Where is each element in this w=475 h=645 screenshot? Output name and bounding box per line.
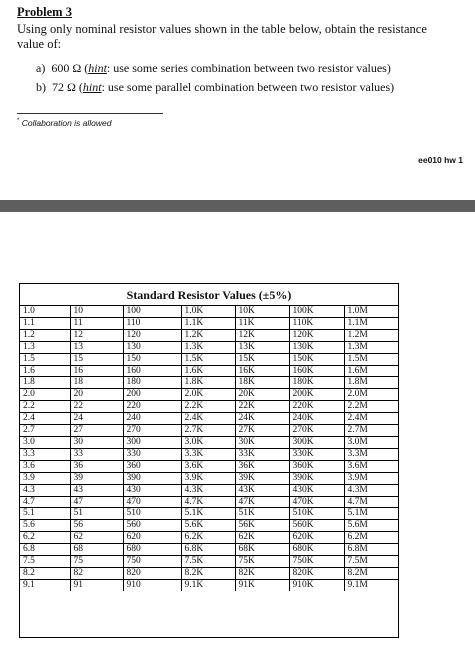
item-marker: b) — [36, 80, 46, 94]
table-cell: 330 — [123, 448, 181, 460]
table-cell: 8.2 — [20, 567, 70, 579]
table-row — [20, 365, 398, 377]
table-cell: 820 — [123, 567, 181, 579]
table-cell: 82 — [70, 567, 123, 579]
page-gap — [0, 200, 475, 212]
table-cell: 120K — [289, 329, 344, 341]
table-title: Standard Resistor Values (±5%) — [126, 288, 292, 302]
table-cell: 300K — [289, 436, 344, 448]
table-cell: 1.8M — [344, 377, 398, 389]
table-cell: 62 — [70, 532, 123, 544]
problem-title: Problem 3 — [17, 5, 72, 19]
table-cell: 1.3M — [344, 341, 398, 353]
table-cell: 180K — [289, 377, 344, 389]
table-cell: 5.6K — [181, 520, 235, 532]
table-row — [20, 496, 398, 508]
table-cell: 13K — [235, 341, 289, 353]
table-cell: 910K — [289, 579, 344, 590]
table-cell: 18K — [235, 377, 289, 389]
table-cell: 560 — [123, 520, 181, 532]
table-cell: 7.5M — [344, 556, 398, 568]
table-cell: 20 — [70, 389, 123, 401]
table-cell: 24K — [235, 413, 289, 425]
table-cell: 430 — [123, 484, 181, 496]
table-cell: 3.6K — [181, 460, 235, 472]
table-cell: 4.3M — [344, 484, 398, 496]
table-cell: 300 — [123, 436, 181, 448]
table-cell: 3.0M — [344, 436, 398, 448]
table-cell: 18 — [70, 377, 123, 389]
table-cell: 1.0 — [20, 306, 70, 318]
table-row — [20, 448, 398, 460]
table-cell: 4.7K — [181, 496, 235, 508]
table-cell: 51K — [235, 508, 289, 520]
table-cell: 1.0K — [181, 306, 235, 318]
footnote-mark: * — [17, 118, 20, 125]
table-row — [20, 425, 398, 437]
table-row — [20, 579, 398, 590]
table-cell: 1.1 — [20, 317, 70, 329]
footnote — [17, 118, 112, 128]
table-cell: 30K — [235, 436, 289, 448]
table-cell: 2.0 — [20, 389, 70, 401]
table-cell: 36 — [70, 460, 123, 472]
table-cell: 200K — [289, 389, 344, 401]
table-cell: 150 — [123, 353, 181, 365]
table-cell: 2.2 — [20, 401, 70, 413]
table-cell: 6.2K — [181, 532, 235, 544]
table-cell: 120 — [123, 329, 181, 341]
table-cell: 9.1 — [20, 579, 70, 590]
table-cell: 5.1 — [20, 508, 70, 520]
table-cell: 8.2M — [344, 567, 398, 579]
table-row — [20, 472, 398, 484]
table-cell: 1.2M — [344, 329, 398, 341]
table-cell: 75K — [235, 556, 289, 568]
table-row — [20, 353, 398, 365]
table-cell: 6.2 — [20, 532, 70, 544]
table-cell: 2.2K — [181, 401, 235, 413]
table-row — [20, 377, 398, 389]
table-cell: 20K — [235, 389, 289, 401]
table-cell: 680 — [123, 544, 181, 556]
table-cell: 2.7M — [344, 425, 398, 437]
table-cell: 750K — [289, 556, 344, 568]
table-cell: 470K — [289, 496, 344, 508]
table-cell: 110K — [289, 317, 344, 329]
table-cell: 1.2K — [181, 329, 235, 341]
table-cell: 2.0M — [344, 389, 398, 401]
table-cell: 10K — [235, 306, 289, 318]
table-cell: 2.0K — [181, 389, 235, 401]
table-cell: 1.6K — [181, 365, 235, 377]
table-row — [20, 520, 398, 532]
table-cell: 2.4M — [344, 413, 398, 425]
table-cell: 620K — [289, 532, 344, 544]
table-cell: 1.0M — [344, 306, 398, 318]
table-cell: 68 — [70, 544, 123, 556]
table-cell: 15 — [70, 353, 123, 365]
table-cell: 110 — [123, 317, 181, 329]
table-cell: 6.8M — [344, 544, 398, 556]
table-cell: 5.6 — [20, 520, 70, 532]
table-cell: 820K — [289, 567, 344, 579]
table-cell: 33K — [235, 448, 289, 460]
table-cell: 1.3 — [20, 341, 70, 353]
resistor-table-frame — [19, 283, 399, 638]
table-cell: 390K — [289, 472, 344, 484]
table-cell: 270K — [289, 425, 344, 437]
table-cell: 75 — [70, 556, 123, 568]
table-cell: 22 — [70, 401, 123, 413]
page-bottom — [0, 212, 475, 645]
table-cell: 12 — [70, 329, 123, 341]
table-cell: 220K — [289, 401, 344, 413]
hint-text: : use some series combination between two resistor values) — [106, 61, 391, 75]
table-cell: 390 — [123, 472, 181, 484]
table-cell: 200 — [123, 389, 181, 401]
table-cell: 16K — [235, 365, 289, 377]
table-cell: 51 — [70, 508, 123, 520]
table-row — [20, 556, 398, 568]
problem-intro: Using only nominal resistor values shown in the table below, obtain the resistance value of: — [17, 22, 427, 51]
table-cell: 9.1K — [181, 579, 235, 590]
table-cell: 13 — [70, 341, 123, 353]
table-cell: 5.6M — [344, 520, 398, 532]
table-cell: 3.6M — [344, 460, 398, 472]
table-cell: 3.9 — [20, 472, 70, 484]
table-cell: 7.5K — [181, 556, 235, 568]
table-cell: 10 — [70, 306, 123, 318]
table-cell: 430K — [289, 484, 344, 496]
table-cell: 6.8K — [181, 544, 235, 556]
table-cell: 6.8 — [20, 544, 70, 556]
item-value: 72 Ω — [52, 80, 76, 94]
table-cell: 510K — [289, 508, 344, 520]
course-header: ee010 hw 1 — [418, 155, 463, 165]
table-cell: 1.5K — [181, 353, 235, 365]
table-cell: 160K — [289, 365, 344, 377]
table-row — [20, 460, 398, 472]
table-cell: 240 — [123, 413, 181, 425]
table-cell: 1.5M — [344, 353, 398, 365]
table-cell: 30 — [70, 436, 123, 448]
table-cell: 7.5 — [20, 556, 70, 568]
table-cell: 5.1M — [344, 508, 398, 520]
table-cell: 4.3K — [181, 484, 235, 496]
table-cell: 360K — [289, 460, 344, 472]
table-cell: 560K — [289, 520, 344, 532]
table-cell: 1.3K — [181, 341, 235, 353]
table-cell: 36K — [235, 460, 289, 472]
table-cell: 150K — [289, 353, 344, 365]
table-cell: 1.5 — [20, 353, 70, 365]
table-row — [20, 306, 398, 318]
table-cell: 130 — [123, 341, 181, 353]
table-cell: 43K — [235, 484, 289, 496]
table-cell: 27 — [70, 425, 123, 437]
table-cell: 100 — [123, 306, 181, 318]
table-cell: 56 — [70, 520, 123, 532]
table-cell: 1.1K — [181, 317, 235, 329]
table-cell: 62K — [235, 532, 289, 544]
table-cell: 240K — [289, 413, 344, 425]
table-cell: 39 — [70, 472, 123, 484]
hint-label: hint — [88, 61, 107, 75]
table-cell: 4.7M — [344, 496, 398, 508]
table-cell: 5.1K — [181, 508, 235, 520]
table-cell: 2.4 — [20, 413, 70, 425]
table-row — [20, 484, 398, 496]
table-cell: 220 — [123, 401, 181, 413]
table-cell: 43 — [70, 484, 123, 496]
table-row — [20, 329, 398, 341]
table-cell: 9.1M — [344, 579, 398, 590]
footnote-divider — [17, 113, 163, 114]
table-cell: 1.6M — [344, 365, 398, 377]
table-cell: 750 — [123, 556, 181, 568]
table-cell: 910 — [123, 579, 181, 590]
table-cell: 22K — [235, 401, 289, 413]
table-row — [20, 341, 398, 353]
problem-item-a: a) 600 Ω (hint: use some series combination between two resistor values) — [36, 61, 391, 75]
table-cell: 91K — [235, 579, 289, 590]
table-row — [20, 389, 398, 401]
table-row — [20, 413, 398, 425]
table-cell: 4.3 — [20, 484, 70, 496]
table-cell: 3.3 — [20, 448, 70, 460]
table-row — [20, 532, 398, 544]
table-cell: 68K — [235, 544, 289, 556]
table-cell: 1.2 — [20, 329, 70, 341]
table-cell: 11K — [235, 317, 289, 329]
table-cell: 3.9K — [181, 472, 235, 484]
table-cell: 24 — [70, 413, 123, 425]
table-cell: 2.7 — [20, 425, 70, 437]
table-cell: 39K — [235, 472, 289, 484]
table-row — [20, 567, 398, 579]
table-cell: 91 — [70, 579, 123, 590]
table-cell: 56K — [235, 520, 289, 532]
table-cell: 3.0K — [181, 436, 235, 448]
table-cell: 12K — [235, 329, 289, 341]
table-cell: 2.4K — [181, 413, 235, 425]
resistor-table — [20, 305, 398, 591]
table-cell: 33 — [70, 448, 123, 460]
table-cell: 2.2M — [344, 401, 398, 413]
table-cell: 3.6 — [20, 460, 70, 472]
table-cell: 3.9M — [344, 472, 398, 484]
table-cell: 1.8 — [20, 377, 70, 389]
table-cell: 270 — [123, 425, 181, 437]
item-value: 600 Ω — [51, 61, 82, 75]
table-cell: 11 — [70, 317, 123, 329]
table-cell: 47 — [70, 496, 123, 508]
table-cell: 4.7 — [20, 496, 70, 508]
table-row — [20, 401, 398, 413]
table-cell: 1.8K — [181, 377, 235, 389]
table-row — [20, 508, 398, 520]
table-cell: 16 — [70, 365, 123, 377]
table-cell: 3.0 — [20, 436, 70, 448]
table-cell: 8.2K — [181, 567, 235, 579]
table-cell: 27K — [235, 425, 289, 437]
table-cell: 360 — [123, 460, 181, 472]
table-cell: 1.1M — [344, 317, 398, 329]
table-cell: 2.7K — [181, 425, 235, 437]
table-cell: 100K — [289, 306, 344, 318]
table-cell: 15K — [235, 353, 289, 365]
table-row — [20, 317, 398, 329]
footnote-text: Collaboration is allowed — [21, 118, 112, 128]
table-cell: 160 — [123, 365, 181, 377]
table-row — [20, 436, 398, 448]
table-cell: 510 — [123, 508, 181, 520]
table-cell: 1.6 — [20, 365, 70, 377]
table-cell: 620 — [123, 532, 181, 544]
table-cell: 6.2M — [344, 532, 398, 544]
hint-text: : use some parallel combination between two resistor values) — [101, 80, 395, 94]
item-marker: a) — [36, 61, 46, 75]
table-cell: 82K — [235, 567, 289, 579]
hint-label: hint — [82, 80, 102, 94]
table-cell: 130K — [289, 341, 344, 353]
table-row — [20, 544, 398, 556]
table-cell: 47K — [235, 496, 289, 508]
table-cell: 470 — [123, 496, 181, 508]
table-cell: 680K — [289, 544, 344, 556]
table-cell: 180 — [123, 377, 181, 389]
page-top — [0, 0, 475, 200]
table-cell: 3.3M — [344, 448, 398, 460]
problem-item-b: b) 72 Ω (hint: use some parallel combination between two resistor values) — [36, 80, 395, 94]
table-cell: 3.3K — [181, 448, 235, 460]
table-cell: 330K — [289, 448, 344, 460]
